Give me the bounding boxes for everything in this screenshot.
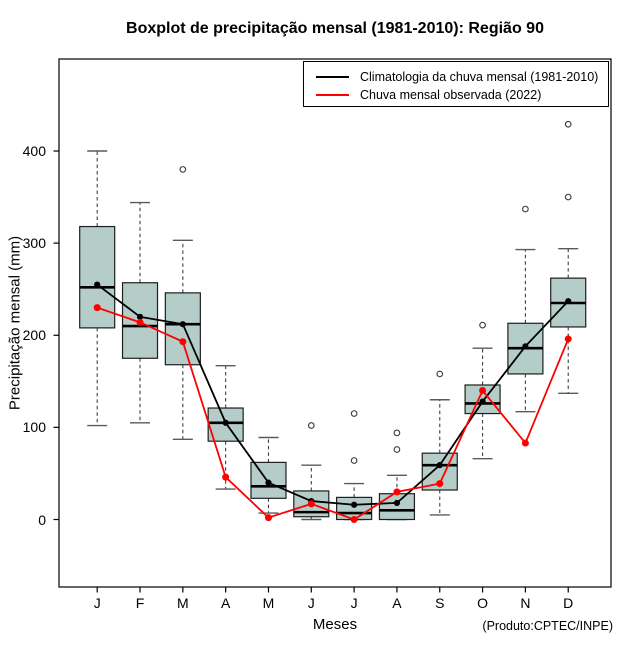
observed-point [94,304,101,311]
legend-item-climatology [316,68,604,86]
x-tick-label: J [93,595,101,611]
legend [303,61,609,107]
x-tick-label: D [563,595,574,611]
outlier-point [394,447,400,453]
climatology-point [265,480,271,486]
observed-point [565,335,572,342]
y-tick-label: 0 [38,511,46,528]
observed-point [522,440,529,447]
climatology-point [522,343,528,349]
x-tick-label: O [477,595,489,611]
outlier-point [180,167,186,173]
observed-point [222,474,229,481]
x-tick-label: J [307,595,315,611]
outlier-point [351,458,357,464]
source-credit: (Produto:CPTEC/INPE) [482,619,613,633]
observed-point [179,338,186,345]
climatology-point [223,420,229,426]
climatology-point [94,281,100,287]
observed-point [479,387,486,394]
observed-point [351,516,358,523]
climatology-point [479,398,485,404]
outlier-point [565,194,571,200]
y-tick-label: 100 [22,419,46,436]
legend-label-observed: Chuva mensal observada (2022) [360,88,542,102]
x-tick-label: S [435,595,445,611]
climatology-point [437,462,443,468]
observed-point [308,500,315,507]
climatology-point [394,500,400,506]
outlier-point [394,430,400,436]
x-tick-label: M [176,595,189,611]
observed-point [265,514,272,521]
legend-item-observed [316,86,604,104]
observed-point [393,488,400,495]
outlier-point [565,121,571,127]
y-axis-label: Precipitação mensal (mm) [6,235,24,411]
climatology-point [180,321,186,327]
outlier-point [437,371,443,377]
observed-point [137,319,144,326]
x-tick-label: M [262,595,275,611]
x-tick-label: J [350,595,358,611]
observed-line-swatch [316,94,349,96]
x-tick-label: F [135,595,145,611]
x-axis-label: Meses [312,616,358,633]
box [379,494,414,520]
climatology-point [351,502,357,508]
y-tick-label: 400 [22,143,46,159]
x-tick-label: N [520,595,531,611]
outlier-point [480,322,486,328]
outlier-point [523,206,529,212]
x-tick-label: A [392,595,402,611]
observed-point [436,480,443,487]
climatology-point [565,298,571,304]
y-tick-label: 200 [22,327,46,344]
y-tick-label: 300 [22,235,46,252]
climatology-line-swatch [316,76,349,78]
legend-label-climatology: Climatologia da chuva mensal (1981-2010) [360,70,599,84]
chart-title: Boxplot de precipitação mensal (1981-2010): Região 90 [126,20,544,37]
outlier-point [309,423,315,429]
x-tick-label: A [220,595,231,611]
outlier-point [351,411,357,417]
